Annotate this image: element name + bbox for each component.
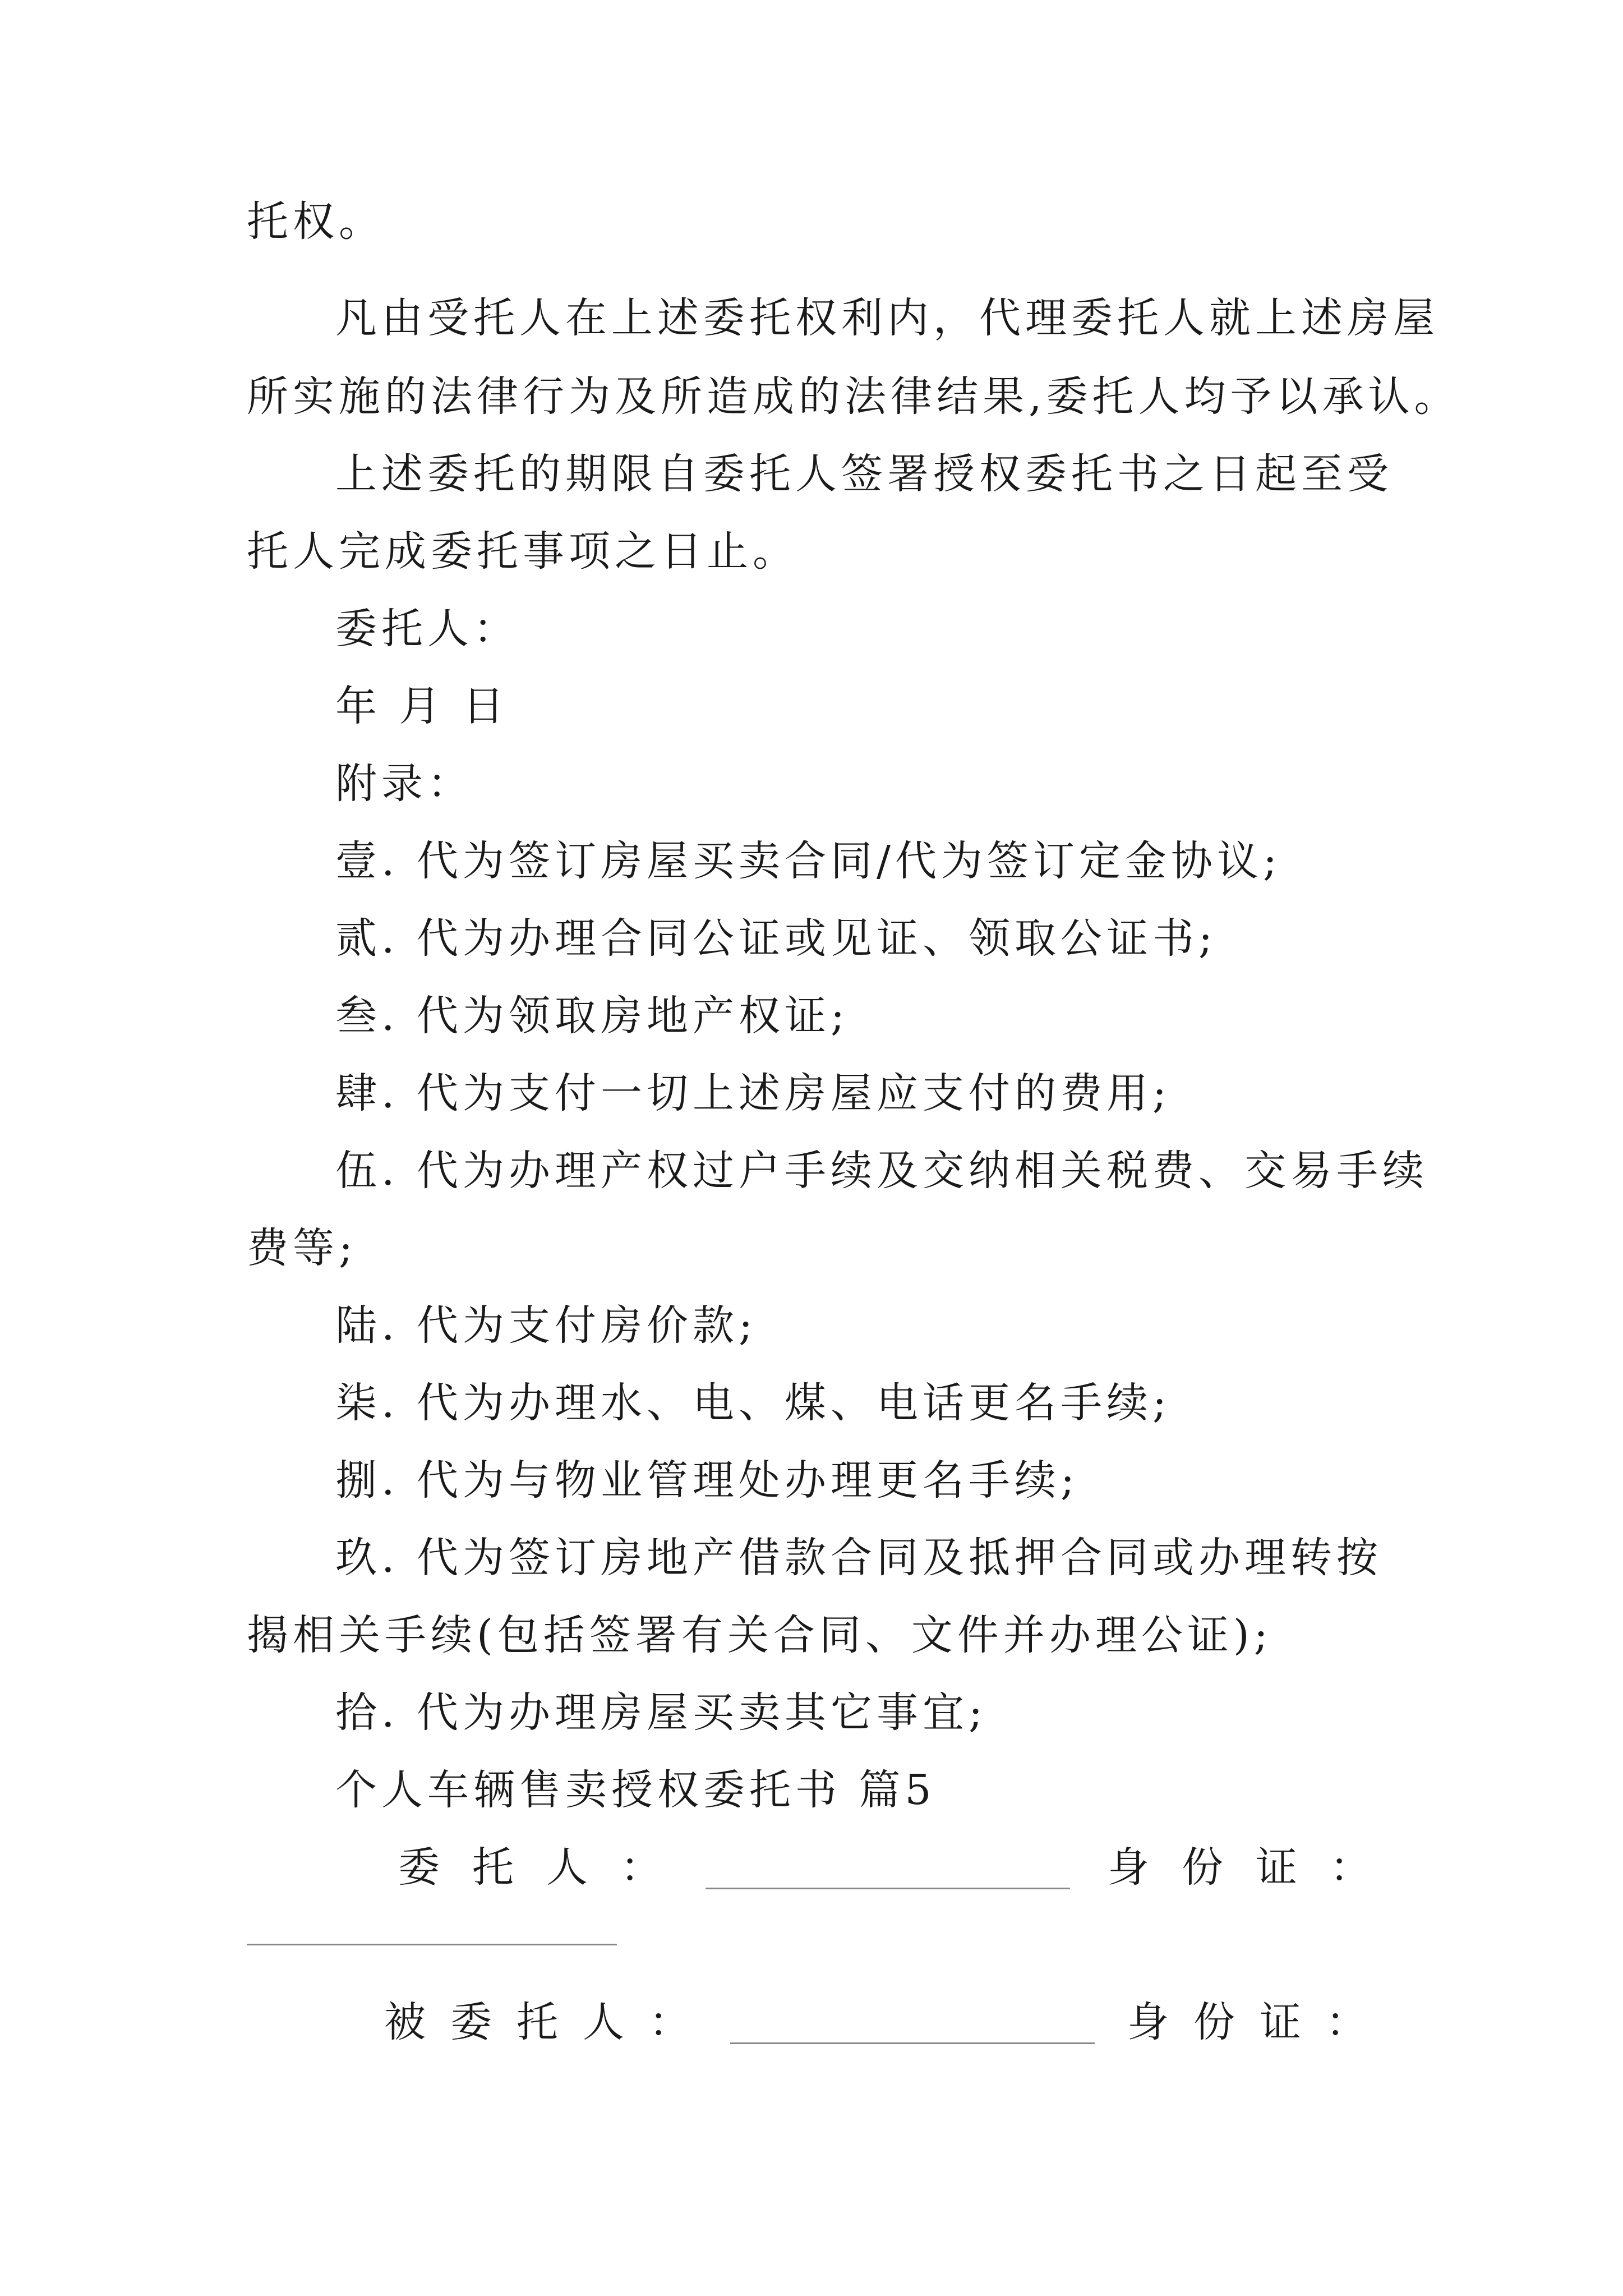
appendix-item-1: 壹. 代为签订房屋买卖合同/代为签订定金协议; bbox=[335, 837, 1281, 885]
appendix-item-6: 陆. 代为支付房价款; bbox=[335, 1301, 757, 1350]
principal-id-label: 身份证： bbox=[1108, 1843, 1404, 1892]
paragraph-continuation: 托权。 bbox=[247, 197, 385, 246]
appendix-item-2: 贰. 代为办理合同公证或见证、领取公证书; bbox=[335, 914, 1217, 963]
appendix-item-10: 拾. 代为办理房屋买卖其它事宜; bbox=[335, 1688, 987, 1737]
paragraph-term-line1: 上述委托的期限自委托人签署授权委托书之日起至受 bbox=[335, 450, 1393, 498]
appendix-item-5-line2: 费等; bbox=[247, 1224, 357, 1272]
paragraph-acknowledgement-line2: 所实施的法律行为及所造成的法律结果,委托人均予以承认。 bbox=[247, 372, 1460, 421]
date-line: 年 月 日 bbox=[335, 682, 509, 730]
appendix-item-5-line1: 伍. 代为办理产权过户手续及交纳相关税费、交易手续 bbox=[335, 1147, 1429, 1195]
agent-id-label: 身份证： bbox=[1127, 1998, 1392, 2046]
paragraph-term-line2: 托人完成委托事项之日止。 bbox=[247, 527, 799, 576]
appendix-item-9-line1: 玖. 代为签订房地产借款合同及抵押合同或办理转按 bbox=[335, 1534, 1383, 1582]
appendix-item-7: 柒. 代为办理水、电、煤、电话更名手续; bbox=[335, 1379, 1171, 1427]
paragraph-acknowledgement-line1: 凡由受托人在上述委托权利内，代理委托人就上述房屋 bbox=[335, 294, 1439, 342]
principal-name-blank[interactable] bbox=[706, 1888, 1070, 1889]
agent-name-label: 被委托人： bbox=[384, 1998, 715, 2046]
appendix-heading: 附录： bbox=[335, 760, 473, 808]
principal-id-blank[interactable] bbox=[247, 1944, 617, 1945]
principal-name-label: 委托人： bbox=[398, 1843, 694, 1892]
agent-name-blank[interactable] bbox=[730, 2042, 1095, 2044]
appendix-item-9-line2: 揭相关手续(包括签署有关合同、文件并办理公证); bbox=[247, 1611, 1272, 1659]
section-heading: 个人车辆售卖授权委托书 篇5 bbox=[335, 1766, 936, 1814]
appendix-item-8: 捌. 代为与物业管理处办理更名手续; bbox=[335, 1456, 1079, 1504]
principal-signature-row bbox=[0, 1839, 1623, 1895]
appendix-item-3: 叁. 代为领取房地产权证; bbox=[335, 992, 849, 1040]
principal-label: 委托人： bbox=[335, 605, 519, 653]
appendix-item-4: 肆. 代为支付一切上述房屋应支付的费用; bbox=[335, 1069, 1171, 1117]
agent-signature-row bbox=[0, 1994, 1623, 2050]
